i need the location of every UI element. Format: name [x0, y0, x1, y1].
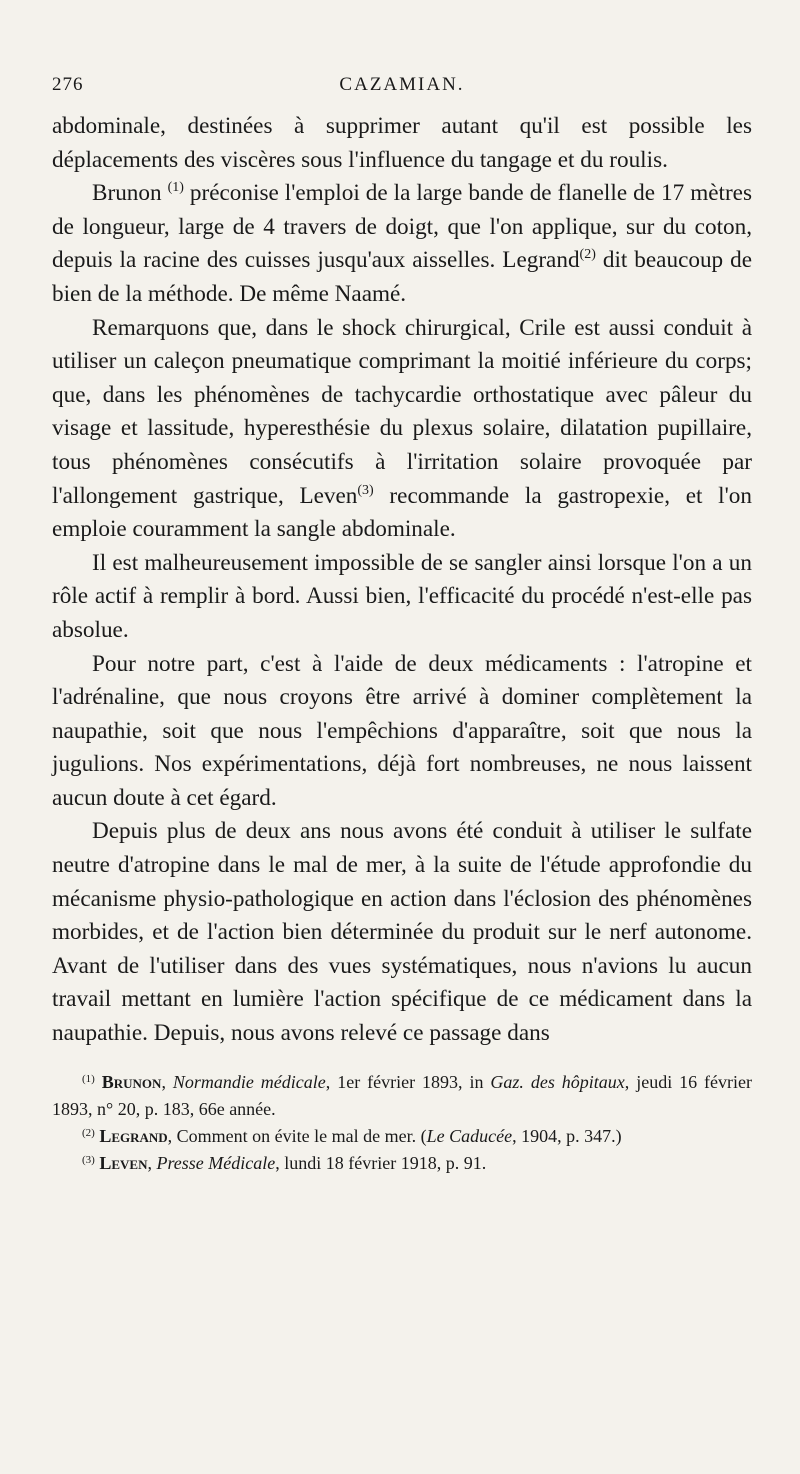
footnote-3: $^{(3)}$ Leven, Presse Médicale, lundi 18 février 1918, p. 91.	[82, 1152, 487, 1173]
paragraph-1: abdominale, destinées à supprimer autant qu'il est possible les déplacements des viscères sous l'influence du tangage et du roulis.	[52, 113, 752, 173]
footnote-reference: (2)	[579, 247, 596, 263]
footnote-title: Le Caducée	[426, 1125, 513, 1146]
footnote-author: Legrand	[99, 1125, 168, 1146]
footnote-reference: (3)	[357, 482, 374, 498]
footnote-reference: (1)	[167, 180, 184, 196]
footnote-title: Gaz. des hôpitaux	[490, 1071, 625, 1092]
paragraph-5: Pour notre part, c'est à l'aide de deux médicaments : l'atropine et l'adrénaline, que nous croyons être arrivé à dominer complètement la naupathie, soit que nous l'empêchions d'apparaître, soit que nous la jugulions. Nos expérimentations, déjà fort nombreuses, ne nous laissent aucun doute à cet égard.	[52, 650, 752, 811]
footnote-author: Brunon	[101, 1071, 162, 1092]
paragraph-2: Brunon $^{(1)}$ préconise l'emploi de la large bande de flanelle de 17 mètres de longueur, large de 4 travers de doigt, que l'on applique, sur du coton, depuis la racine des cuisses jusqu'aux aisselles. Legrand$^{(2)}$ dit beaucoup de bien de la méthode. De même Naamé.	[52, 180, 753, 307]
paragraph-4: Il est malheureusement impossible de se sangler ainsi lorsque l'on a un rôle actif à remplir à bord. Aussi bien, l'efficacité du procédé n'est-elle pas absolue.	[52, 549, 752, 643]
footnote-mark: (1)	[82, 1072, 95, 1085]
footnote-mark: (2)	[82, 1126, 95, 1139]
footnote-title: Normandie médicale	[172, 1071, 326, 1092]
footnote-title: Presse Médicale	[156, 1152, 276, 1173]
footnote-author: Leven	[99, 1152, 148, 1173]
body-text	[52, 110, 752, 1051]
page-number: 276	[52, 74, 84, 95]
footnote-2: $^{(2)}$ Legrand, Comment on évite le mal de mer. (Le Caducée, 1904, p. 347.)	[82, 1125, 622, 1146]
footnote-1: $^{(1)}$ Brunon, Normandie médicale, 1er février 1893, in Gaz. des hôpitaux, jeudi 16 février 1893, n° 20, p. 183, 66e année.	[52, 1071, 753, 1119]
footnote-mark: (3)	[82, 1153, 95, 1166]
paragraph-3: Remarquons que, dans le shock chirurgical, Crile est aussi conduit à utiliser un caleçon pneumatique comprimant la moitié inférieure du corps; que, dans les phénomènes de tachycardie orthostatique avec pâleur du visage et lassitude, hyperesthésie du plexus solaire, dilatation pupillaire, tous phénomènes consécutifs à l'irritation solaire provoquée par l'allongement gastrique, Leven$^{(3)}$ recommande la gastropexie, et l'on emploie couramment la sangle abdominale.	[52, 314, 752, 543]
page-header	[52, 74, 752, 110]
running-head: CAZAMIAN.	[339, 74, 465, 95]
footnotes	[52, 1069, 752, 1177]
paragraph-6: Depuis plus de deux ans nous avons été conduit à utiliser le sulfate neutre d'atropine dans le mal de mer, à la suite de l'étude approfondie du mécanisme physio-pathologique en action dans l'éclosion des phénomènes morbides, et de l'action bien déterminée du produit sur le nerf autonome. Avant de l'utiliser dans des vues systématiques, nous n'avions lu aucun travail mettant en lumière l'action spécifique de ce médicament dans la naupathie. Depuis, nous avons relevé ce passage dans	[52, 818, 752, 1047]
